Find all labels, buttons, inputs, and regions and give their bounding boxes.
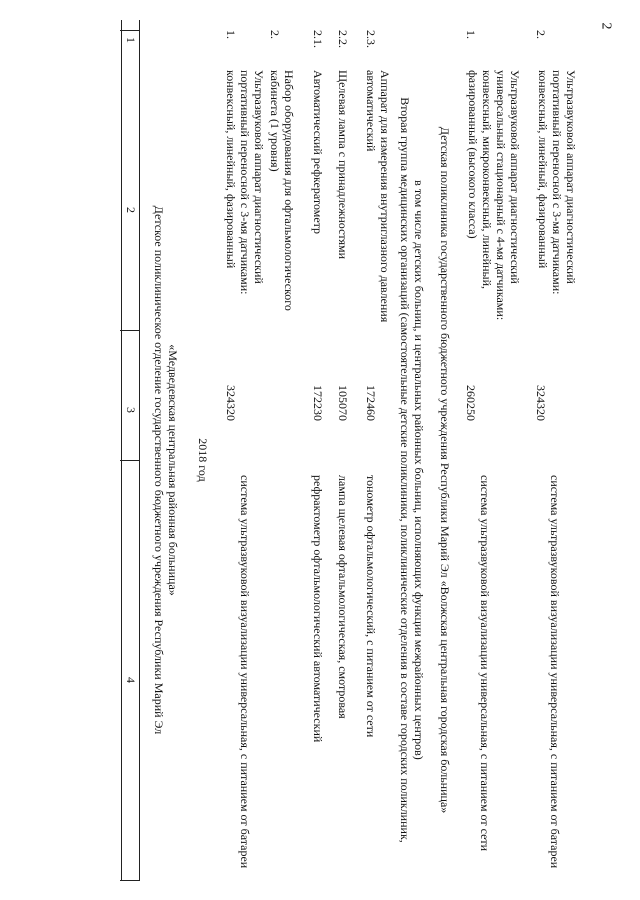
page-number: 2 [598, 22, 614, 30]
s1-row3-name: Автоматический рефкератометр [311, 70, 325, 235]
s1-row4-code: 105070 [336, 385, 350, 421]
s2-row2-code: 324320 [534, 385, 548, 421]
s2-row1-n: 1. [464, 30, 478, 39]
s2-row2-desc: система ультразвуковой визуализации универсальная, с питанием от батареи [548, 475, 562, 869]
header-bottom-line [139, 20, 140, 880]
col-header-4: 4 [124, 677, 138, 683]
col-header-2: 2 [124, 207, 138, 213]
s1-row3-desc: рефрактометр офтальмологический автоматический [311, 475, 325, 743]
col-sep-3 [120, 460, 140, 461]
s1-row4-desc: лампа щелевая офтальмологическая, смотровая [336, 475, 350, 719]
s1-row1-code: 324320 [224, 385, 238, 421]
s1-row5-name: Аппарат для измерения внутриглазного давления автоматический [364, 70, 392, 323]
s1-row5-desc: тонометр офтальмологический, с питанием от сети [364, 475, 378, 738]
s2-row1-desc: система ультразвуковой визуализации универсальная, с питанием от сети [478, 475, 492, 852]
s1-row1-n: 1. [224, 30, 238, 39]
s1-row3-n: 2.1. [311, 30, 325, 48]
s1-row5-code: 172460 [364, 385, 378, 421]
s1-row4-n: 2.2. [336, 30, 350, 48]
header-top-line [121, 20, 122, 880]
s1-row2-n: 2. [268, 30, 282, 39]
section1-title-2: «Медведевская центральная районная больница» [166, 344, 180, 596]
s2-row1-code: 260250 [464, 385, 478, 421]
group2-line1: Вторая группа медицинских организаций (самостоятельные детские поликлиники, поликлинические отделения в составе городских поликлиник, [398, 97, 412, 843]
s2-row1-name: Ультразвуковой аппарат диагностический универсальный стационарный с 4-мя датчиками: конвексный, микроконвексный, линейный, фазированный (высокого класса) [466, 70, 522, 321]
s1-row3-code: 172230 [311, 385, 325, 421]
s2-row2-name: Ультразвуковой аппарат диагностический портативный переносной с 3-мя датчиками: конвексный, линейный, фазированный [536, 70, 578, 295]
group2-line2: в том числе детских больниц, и центральных районных больниц, исполняющих функции межрайонных центров) [412, 180, 426, 760]
section1-title: Детское поликлиническое отделение государственного бюджетного учреждения Республики Марий Эл [152, 205, 166, 735]
s1-row5-n: 2.3. [364, 30, 378, 48]
col-sep-4 [120, 880, 140, 881]
s1-row1-name: Ультразвуковой аппарат диагностический портативный переносной с 3-мя датчиками: конвексный, линейный, фазированный [224, 70, 266, 295]
s1-row1-desc: система ультразвуковой визуализации универсальная, с питанием от батареи [238, 475, 252, 869]
section1-year: 2018 год [196, 438, 210, 482]
col-header-3: 3 [124, 407, 138, 413]
s1-row4-name: Щелевая лампа с принадлежностями [336, 70, 350, 260]
col-header-1: 1 [124, 37, 138, 43]
s1-row2-name: Набор оборудования для офтальмологического кабинета (1 уровня) [268, 70, 296, 311]
s2-row2-n: 2. [534, 30, 548, 39]
col-sep-2 [120, 330, 140, 331]
section2-title: Детская поликлиника государственного бюджетного учреждения Республики Марий Эл «Волжская центральная городская больница» [438, 126, 452, 814]
